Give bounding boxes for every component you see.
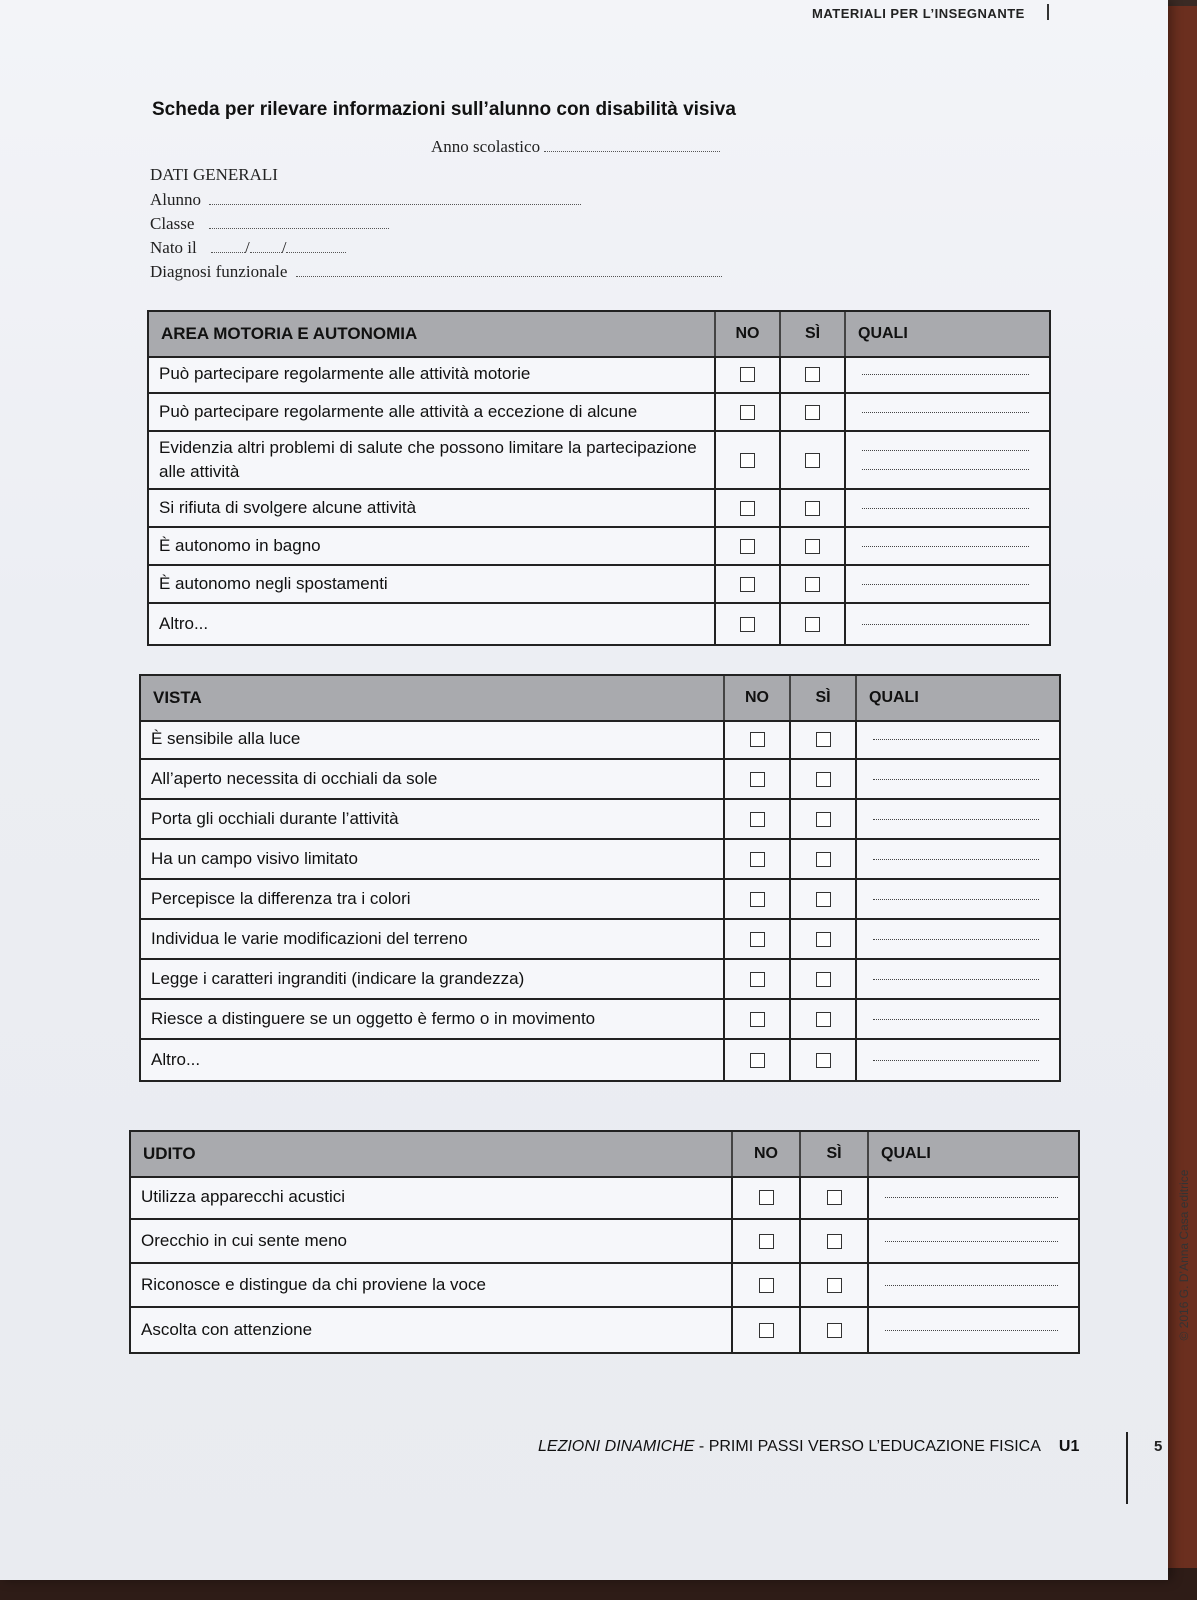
row-label: Orecchio in cui sente meno — [141, 1231, 347, 1250]
quali-cell — [855, 720, 1055, 758]
si-checkbox[interactable] — [805, 501, 820, 516]
table-header — [149, 312, 1049, 358]
no-checkbox[interactable] — [750, 892, 765, 907]
page-title: Scheda per rilevare informazioni sull’alunno con disabilità visiva — [152, 99, 736, 120]
si-checkbox[interactable] — [805, 405, 820, 420]
row-label: Individua le varie modificazioni del terreno — [151, 929, 468, 948]
si-cell — [789, 880, 855, 918]
si-cell — [789, 960, 855, 998]
quali-input-line[interactable] — [873, 939, 1039, 940]
si-cell — [789, 840, 855, 878]
nato-day-line[interactable] — [211, 252, 245, 253]
row-label: È autonomo negli spostamenti — [159, 574, 388, 593]
no-cell — [731, 1308, 799, 1352]
quali-input-line[interactable] — [873, 899, 1039, 900]
quali-cell — [867, 1308, 1074, 1352]
si-checkbox[interactable] — [805, 539, 820, 554]
quali-cell — [855, 1000, 1055, 1038]
no-checkbox[interactable] — [740, 367, 755, 382]
table-area-title: AREA MOTORIA E AUTONOMIA — [161, 324, 418, 343]
quali-input-line[interactable] — [885, 1197, 1057, 1198]
no-cell — [723, 760, 789, 798]
footer-divider — [1126, 1432, 1128, 1504]
no-checkbox[interactable] — [750, 812, 765, 827]
row-label: Ascolta con attenzione — [141, 1320, 313, 1339]
table-header — [131, 1132, 1078, 1178]
row-label: Si rifiuta di svolgere alcune attività — [159, 498, 417, 517]
no-cell — [723, 800, 789, 838]
no-cell — [714, 566, 779, 602]
no-cell — [731, 1176, 799, 1218]
row-label: Ha un campo visivo limitato — [151, 849, 358, 868]
quali-input-line[interactable] — [885, 1330, 1057, 1331]
nato-month-line[interactable] — [250, 252, 282, 253]
si-cell — [779, 566, 844, 602]
quali-cell — [855, 960, 1055, 998]
row-label: Evidenzia altri problemi di salute che possono limitare la partecipazione alle attività — [159, 438, 697, 481]
column-header-no: NO — [723, 676, 789, 720]
si-cell — [789, 720, 855, 758]
table-row — [141, 760, 1059, 800]
table-row — [131, 1308, 1078, 1352]
diagnosi-line[interactable] — [296, 276, 722, 277]
column-header-no: NO — [714, 312, 779, 356]
no-checkbox[interactable] — [750, 972, 765, 987]
no-checkbox[interactable] — [750, 732, 765, 747]
no-cell — [723, 1000, 789, 1038]
table-row — [149, 604, 1049, 644]
row-label: Utilizza apparecchi acustici — [141, 1187, 346, 1206]
table-row — [141, 1040, 1059, 1080]
si-cell — [779, 394, 844, 430]
quali-cell — [855, 760, 1055, 798]
column-header-no: NO — [731, 1132, 799, 1176]
si-checkbox[interactable] — [816, 812, 831, 827]
si-cell — [799, 1220, 867, 1262]
quali-input-line[interactable] — [873, 1060, 1039, 1061]
no-cell — [723, 720, 789, 758]
column-header-si: SÌ — [789, 676, 855, 720]
no-checkbox[interactable] — [740, 501, 755, 516]
quali-input-line[interactable] — [873, 1019, 1039, 1020]
table-row — [141, 720, 1059, 760]
row-label: Riconosce e distingue da chi proviene la voce — [141, 1275, 486, 1294]
si-checkbox[interactable] — [805, 617, 820, 632]
quali-input-line[interactable] — [862, 546, 1029, 547]
quali-input-line[interactable] — [862, 374, 1029, 375]
quali-cell — [867, 1264, 1074, 1306]
row-label: Riesce a distinguere se un oggetto è fermo o in movimento — [151, 1009, 596, 1028]
table-row — [141, 960, 1059, 1000]
no-cell — [714, 356, 779, 392]
no-checkbox[interactable] — [759, 1234, 774, 1249]
quali-cell — [844, 604, 1045, 644]
no-cell — [714, 528, 779, 564]
row-label: Legge i caratteri ingranditi (indicare la grandezza) — [151, 969, 525, 988]
date-separator: / — [245, 238, 250, 257]
table-row — [131, 1176, 1078, 1220]
no-cell — [714, 490, 779, 526]
no-checkbox[interactable] — [740, 617, 755, 632]
table-row — [149, 566, 1049, 604]
column-header-quali: QUALI — [867, 1132, 1074, 1176]
no-cell — [723, 960, 789, 998]
no-cell — [714, 604, 779, 644]
footer — [538, 1438, 1079, 1456]
row-label: All’aperto necessita di occhiali da sole — [151, 769, 438, 788]
table-row — [141, 920, 1059, 960]
no-checkbox[interactable] — [740, 539, 755, 554]
diagnosi-field — [150, 262, 722, 282]
si-checkbox[interactable] — [805, 577, 820, 592]
si-checkbox[interactable] — [816, 1012, 831, 1027]
quali-cell — [844, 356, 1045, 392]
row-label: È sensibile alla luce — [151, 729, 301, 748]
no-checkbox[interactable] — [750, 1012, 765, 1027]
si-checkbox[interactable] — [805, 367, 820, 382]
quali-input-line[interactable] — [862, 508, 1029, 509]
row-label: Può partecipare regolarmente alle attività motorie — [159, 364, 531, 383]
classe-field — [150, 214, 389, 234]
no-cell — [731, 1220, 799, 1262]
row-label: È autonomo in bagno — [159, 536, 321, 555]
quali-input-line[interactable] — [862, 624, 1029, 625]
si-checkbox[interactable] — [816, 772, 831, 787]
diagnosi-label: Diagnosi funzionale — [150, 262, 288, 281]
no-checkbox[interactable] — [740, 577, 755, 592]
si-checkbox[interactable] — [816, 732, 831, 747]
table-row — [141, 1000, 1059, 1040]
checklist-table — [129, 1130, 1080, 1354]
si-checkbox[interactable] — [816, 932, 831, 947]
table-row — [149, 432, 1049, 490]
si-cell — [789, 920, 855, 958]
no-checkbox[interactable] — [759, 1323, 774, 1338]
no-checkbox[interactable] — [740, 405, 755, 420]
table-row — [141, 840, 1059, 880]
si-checkbox[interactable] — [827, 1234, 842, 1249]
table-header — [141, 676, 1059, 722]
column-header-si: SÌ — [779, 312, 844, 356]
classe-label: Classe — [150, 214, 195, 233]
no-checkbox[interactable] — [759, 1278, 774, 1293]
no-cell — [731, 1264, 799, 1306]
si-checkbox[interactable] — [827, 1278, 842, 1293]
si-cell — [799, 1176, 867, 1218]
row-label: Altro... — [151, 1050, 201, 1069]
table-row — [149, 528, 1049, 566]
alunno-line[interactable] — [209, 204, 581, 205]
quali-cell — [867, 1176, 1074, 1218]
nato-il-field — [150, 238, 346, 258]
no-checkbox[interactable] — [740, 453, 755, 468]
footer-unit: U1 — [1058, 1438, 1080, 1455]
no-checkbox[interactable] — [750, 932, 765, 947]
quali-cell — [855, 840, 1055, 878]
row-label: Porta gli occhiali durante l’attività — [151, 809, 399, 828]
row-label: Percepisce la differenza tra i colori — [151, 889, 411, 908]
quali-cell — [855, 920, 1055, 958]
si-cell — [789, 1040, 855, 1080]
table-row — [149, 356, 1049, 394]
dati-generali-heading: DATI GENERALI — [150, 165, 278, 184]
quali-input-line[interactable] — [885, 1241, 1057, 1242]
classe-line[interactable] — [209, 228, 389, 229]
quali-cell — [844, 566, 1045, 602]
no-cell — [723, 880, 789, 918]
copyright-notice: © 2016 G. D’Anna Casa editrice — [1177, 1169, 1191, 1341]
si-cell — [789, 1000, 855, 1038]
table-row — [149, 490, 1049, 528]
table-area-title: UDITO — [143, 1144, 196, 1163]
footer-book-title: LEZIONI DINAMICHE — [538, 1438, 695, 1455]
si-cell — [799, 1308, 867, 1352]
checklist-table — [147, 310, 1051, 646]
si-checkbox[interactable] — [827, 1190, 842, 1205]
table-row — [141, 800, 1059, 840]
no-checkbox[interactable] — [750, 772, 765, 787]
si-checkbox[interactable] — [816, 892, 831, 907]
quali-input-line[interactable] — [862, 584, 1029, 585]
checklist-table — [139, 674, 1061, 1082]
si-checkbox[interactable] — [827, 1323, 842, 1338]
quali-cell — [844, 432, 1045, 488]
date-separator: / — [281, 238, 287, 257]
table-row — [149, 394, 1049, 432]
footer-subtitle: - PRIMI PASSI VERSO L’EDUCAZIONE FISICA — [694, 1438, 1041, 1455]
quali-input-line[interactable] — [862, 469, 1029, 470]
table-area-title: VISTA — [153, 688, 202, 707]
quali-input-line[interactable] — [885, 1285, 1057, 1286]
nato-year-line[interactable] — [286, 252, 346, 253]
quali-cell — [844, 528, 1045, 564]
no-cell — [714, 432, 779, 488]
quali-cell — [855, 880, 1055, 918]
column-header-si: SÌ — [799, 1132, 867, 1176]
no-cell — [723, 840, 789, 878]
no-cell — [723, 1040, 789, 1080]
si-cell — [789, 760, 855, 798]
quali-input-line[interactable] — [862, 450, 1029, 451]
si-cell — [779, 490, 844, 526]
quali-cell — [855, 1040, 1055, 1080]
si-checkbox[interactable] — [816, 972, 831, 987]
quali-input-line[interactable] — [873, 979, 1039, 980]
si-cell — [779, 356, 844, 392]
header-label: MATERIALI PER L’INSEGNANTE — [812, 6, 1025, 21]
column-header-quali: QUALI — [855, 676, 1055, 720]
anno-scolastico-line[interactable] — [544, 151, 720, 152]
row-label: Altro... — [159, 614, 209, 633]
row-label: Può partecipare regolarmente alle attività a eccezione di alcune — [159, 402, 638, 421]
si-checkbox[interactable] — [805, 453, 820, 468]
quali-input-line[interactable] — [862, 412, 1029, 413]
quali-input-line[interactable] — [873, 819, 1039, 820]
quali-input-line[interactable] — [873, 739, 1039, 740]
no-cell — [723, 920, 789, 958]
anno-scolastico-field — [431, 137, 720, 157]
quali-cell — [855, 800, 1055, 838]
quali-cell — [844, 490, 1045, 526]
alunno-label: Alunno — [150, 190, 201, 209]
si-cell — [779, 432, 844, 488]
si-checkbox[interactable] — [816, 1053, 831, 1068]
si-cell — [779, 604, 844, 644]
table-row — [131, 1264, 1078, 1308]
column-header-quali: QUALI — [844, 312, 1045, 356]
no-checkbox[interactable] — [759, 1190, 774, 1205]
no-cell — [714, 394, 779, 430]
no-checkbox[interactable] — [750, 852, 765, 867]
anno-scolastico-label: Anno scolastico — [431, 137, 541, 156]
si-cell — [779, 528, 844, 564]
no-checkbox[interactable] — [750, 1053, 765, 1068]
table-row — [131, 1220, 1078, 1264]
quali-cell — [844, 394, 1045, 430]
si-cell — [799, 1264, 867, 1306]
header-divider — [1047, 4, 1049, 20]
quali-input-line[interactable] — [873, 779, 1039, 780]
si-cell — [789, 800, 855, 838]
quali-cell — [867, 1220, 1074, 1262]
si-checkbox[interactable] — [816, 852, 831, 867]
alunno-field — [150, 190, 581, 210]
nato-il-label: Nato il — [150, 238, 197, 257]
quali-input-line[interactable] — [873, 859, 1039, 860]
table-row — [141, 880, 1059, 920]
page-number: 5 — [1154, 1438, 1163, 1455]
